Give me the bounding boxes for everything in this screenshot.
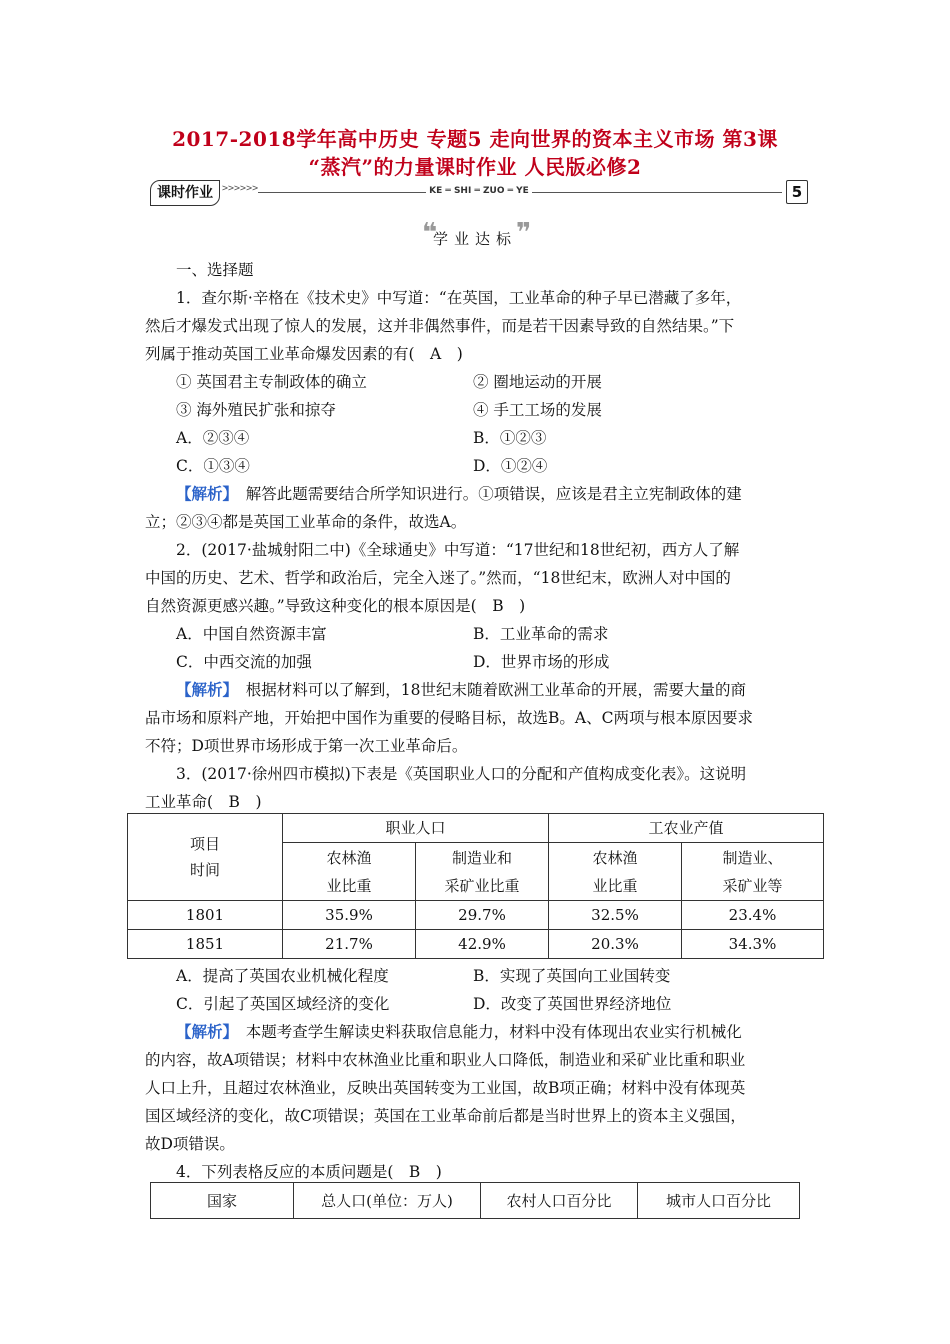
q2-line2: 中国的历史、艺术、哲学和政治后，完全入迷了。”然而，“18世纪末，欧洲人对中国的 bbox=[145, 569, 731, 587]
table-cell: 23.4% bbox=[682, 901, 824, 930]
q4-header-urban: 城市人口百分比 bbox=[638, 1183, 800, 1219]
q2-analysis-line2: 品市场和原料产地，开始把中国作为重要的侵略目标，故选B。A、C两项与根本原因要求 bbox=[145, 709, 753, 727]
q2-analysis-line1: 根据材料可以了解到，18世纪末随着欧洲工业革命的开展，需要大量的商 bbox=[230, 681, 746, 699]
banner-pinyin: KE ═ SHI ═ ZUO ═ YE bbox=[426, 186, 532, 196]
q1-line2: 然后才爆发式出现了惊人的发展，这并非偶然事件，而是若干因素导致的自然结果。”下 bbox=[145, 317, 735, 335]
doc-title-line1: 2017-2018学年高中历史 专题5 走向世界的资本主义市场 第3课 bbox=[172, 127, 778, 151]
q3-data-table bbox=[127, 813, 824, 959]
q1-line3: 列属于推动英国工业革命爆发因素的有( A ) bbox=[145, 345, 463, 363]
q2-option-d: D．世界市场的形成 bbox=[473, 653, 610, 671]
q3-analysis-line1: 本题考查学生解读史料获取信息能力，材料中没有体现出农业实行机械化 bbox=[230, 1023, 742, 1041]
q2-analysis-tag: 【解析】 bbox=[176, 680, 231, 699]
table-cell: 21.7% bbox=[283, 930, 416, 959]
q2-option-b: B．工业革命的需求 bbox=[473, 625, 609, 643]
table-cell: 32.5% bbox=[549, 901, 682, 930]
q3-analysis-line5: 故D项错误。 bbox=[145, 1135, 235, 1153]
table-cell: 29.7% bbox=[416, 901, 549, 930]
table-cell-year: 1851 bbox=[128, 930, 283, 959]
q1-option-a: A．②③④ bbox=[176, 429, 250, 447]
q1-analysis-line2: 立；②③④都是英国工业革命的条件，故选A。 bbox=[145, 513, 467, 531]
close-quote-icon: ❞ bbox=[516, 218, 532, 248]
table-corner-top: 项目 bbox=[189, 835, 220, 853]
q1-item1: ① 英国君主专制政体的确立 bbox=[176, 373, 367, 391]
q1-analysis-tag: 【解析】 bbox=[176, 484, 231, 503]
table-cell: 20.3% bbox=[549, 930, 682, 959]
q3-analysis-tag: 【解析】 bbox=[176, 1022, 231, 1041]
q4-data-table bbox=[150, 1182, 800, 1219]
banner-arrows: >>>>>> bbox=[222, 183, 259, 194]
table-row bbox=[128, 901, 824, 930]
q2-line3: 自然资源更感兴趣。”导致这种变化的根本原因是( B ) bbox=[145, 597, 526, 615]
table-sub1-line1: 农林渔 bbox=[326, 848, 372, 867]
homework-banner bbox=[150, 180, 808, 206]
q1-option-b: B．①②③ bbox=[473, 429, 547, 447]
q1-item2: ② 圈地运动的开展 bbox=[473, 373, 602, 391]
q3-analysis-line3: 人口上升，且超过农林渔业，反映出英国转变为工业国，故B项正确；材料中没有体现英 bbox=[145, 1079, 746, 1097]
q4-header-country: 国家 bbox=[151, 1183, 294, 1219]
table-sub4-line2: 采矿业等 bbox=[722, 876, 783, 895]
table-group-output: 工农业产值 bbox=[549, 814, 824, 843]
q3-option-a: A．提高了英国农业机械化程度 bbox=[176, 967, 389, 985]
banner-label: 课时作业 bbox=[150, 180, 220, 206]
q3-option-c: C．引起了英国区域经济的变化 bbox=[176, 995, 390, 1013]
q1-option-c: C．①③④ bbox=[176, 457, 250, 475]
table-group-population: 职业人口 bbox=[283, 814, 549, 843]
part-heading: 一、选择题 bbox=[176, 261, 254, 279]
q1-item3: ③ 海外殖民扩张和掠夺 bbox=[176, 401, 336, 419]
table-sub2-line1: 制造业和 bbox=[451, 848, 512, 867]
table-sub3-line1: 农林渔 bbox=[592, 848, 638, 867]
q1-option-d: D．①②④ bbox=[473, 457, 548, 475]
q2-option-c: C．中西交流的加强 bbox=[176, 653, 312, 671]
table-row bbox=[128, 930, 824, 959]
banner-number: 5 bbox=[786, 180, 808, 204]
table-sub4-line1: 制造业、 bbox=[722, 848, 783, 867]
q2-option-a: A．中国自然资源丰富 bbox=[176, 625, 327, 643]
q3-analysis-line2: 的内容，故A项错误；材料中农林渔业比重和职业人口降低，制造业和采矿业比重和职业 bbox=[145, 1051, 746, 1069]
q3-analysis-line4: 国区域经济的变化，故C项错误；英国在工业革命前后都是当时世界上的资本主义强国， bbox=[145, 1107, 746, 1125]
table-cell: 35.9% bbox=[283, 901, 416, 930]
table-sub3-line2: 业比重 bbox=[592, 876, 638, 895]
open-quote-icon: ❝ bbox=[422, 218, 438, 248]
q1-line1: 1．查尔斯·辛格在《技术史》中写道：“在英国，工业革命的种子早已潜藏了多年， bbox=[176, 289, 742, 307]
table-cell: 42.9% bbox=[416, 930, 549, 959]
table-cell: 34.3% bbox=[682, 930, 824, 959]
table-sub1-line2: 业比重 bbox=[326, 876, 372, 895]
q4-header-population: 总人口(单位：万人) bbox=[294, 1183, 481, 1219]
table-cell-year: 1801 bbox=[128, 901, 283, 930]
q3-option-b: B．实现了英国向工业国转变 bbox=[473, 967, 671, 985]
table-corner-bottom: 时间 bbox=[189, 861, 220, 879]
q1-analysis-line1: 解答此题需要结合所学知识进行。①项错误，应该是君主立宪制政体的建 bbox=[230, 485, 742, 503]
q2-line1: 2．(2017·盐城射阳二中)《全球通史》中写道：“17世纪和18世纪初，西方人了解 bbox=[176, 541, 740, 559]
q1-item4: ④ 手工工场的发展 bbox=[473, 401, 602, 419]
table-sub2-line2: 采矿业比重 bbox=[444, 876, 520, 895]
section-title: 学业达标 bbox=[432, 230, 517, 248]
q4-header-rural: 农村人口百分比 bbox=[481, 1183, 638, 1219]
q3-line1: 3．(2017·徐州四市模拟)下表是《英国职业人口的分配和产值构成变化表》。这说明 bbox=[176, 765, 747, 783]
q2-analysis-line3: 不符；D项世界市场形成于第一次工业革命后。 bbox=[145, 737, 468, 755]
doc-title-line2: “蒸汽”的力量课时作业 人民版必修2 bbox=[308, 155, 642, 179]
q3-line2: 工业革命( B ) bbox=[145, 793, 262, 811]
q3-option-d: D．改变了英国世界经济地位 bbox=[473, 995, 672, 1013]
q4-line1: 4．下列表格反应的本质问题是( B ) bbox=[176, 1163, 442, 1181]
